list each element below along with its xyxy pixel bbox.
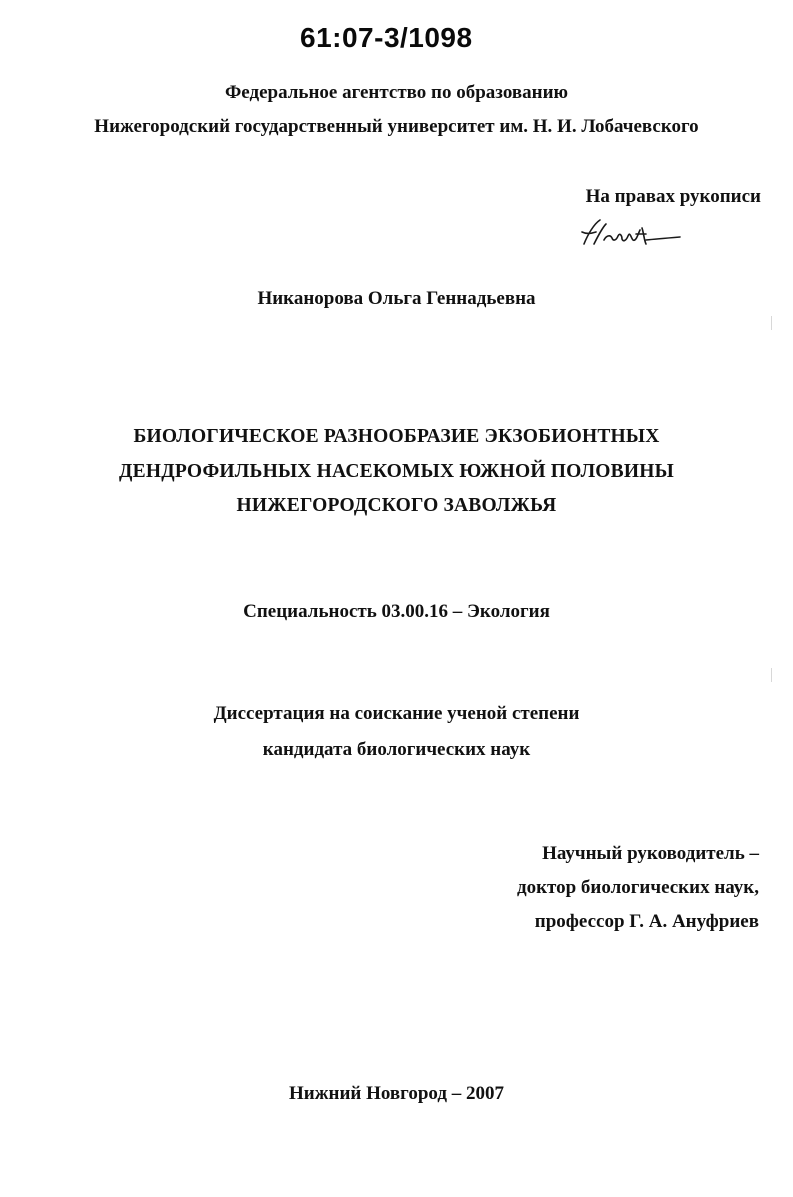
- advisor-line: доктор биологических наук,: [516, 877, 759, 898]
- dissertation-title-line: НИЖЕГОРОДСКОГО ЗАВОЛЖЬЯ: [236, 495, 557, 516]
- dissertation-title-line: БИОЛОГИЧЕСКОЕ РАЗНООБРАЗИЕ ЭКЗОБИОНТНЫХ: [133, 426, 660, 447]
- handwritten-signature-icon: [576, 214, 686, 254]
- degree-line: Диссертация на соискание ученой степени: [213, 703, 580, 724]
- scan-speck: [771, 316, 772, 330]
- rights-note: На правах рукописи: [585, 186, 761, 207]
- advisor-line: профессор Г. А. Ануфриев: [534, 911, 759, 932]
- specialty: Специальность 03.00.16 – Экология: [243, 601, 550, 622]
- agency-name: Федеральное агентство по образованию: [224, 82, 569, 103]
- catalog-number: 61:07-3/1098: [300, 22, 473, 53]
- author-name: Никанорова Ольга Геннадьевна: [257, 288, 536, 309]
- scan-speck: [771, 668, 772, 682]
- university-name: Нижегородский государственный университет им. Н. И. Лобачевского: [94, 116, 699, 137]
- city-year: Нижний Новгород – 2007: [289, 1083, 504, 1104]
- advisor-line: Научный руководитель –: [542, 843, 759, 864]
- degree-line: кандидата биологических наук: [262, 739, 531, 760]
- dissertation-title-line: ДЕНДРОФИЛЬНЫХ НАСЕКОМЫХ ЮЖНОЙ ПОЛОВИНЫ: [119, 461, 674, 482]
